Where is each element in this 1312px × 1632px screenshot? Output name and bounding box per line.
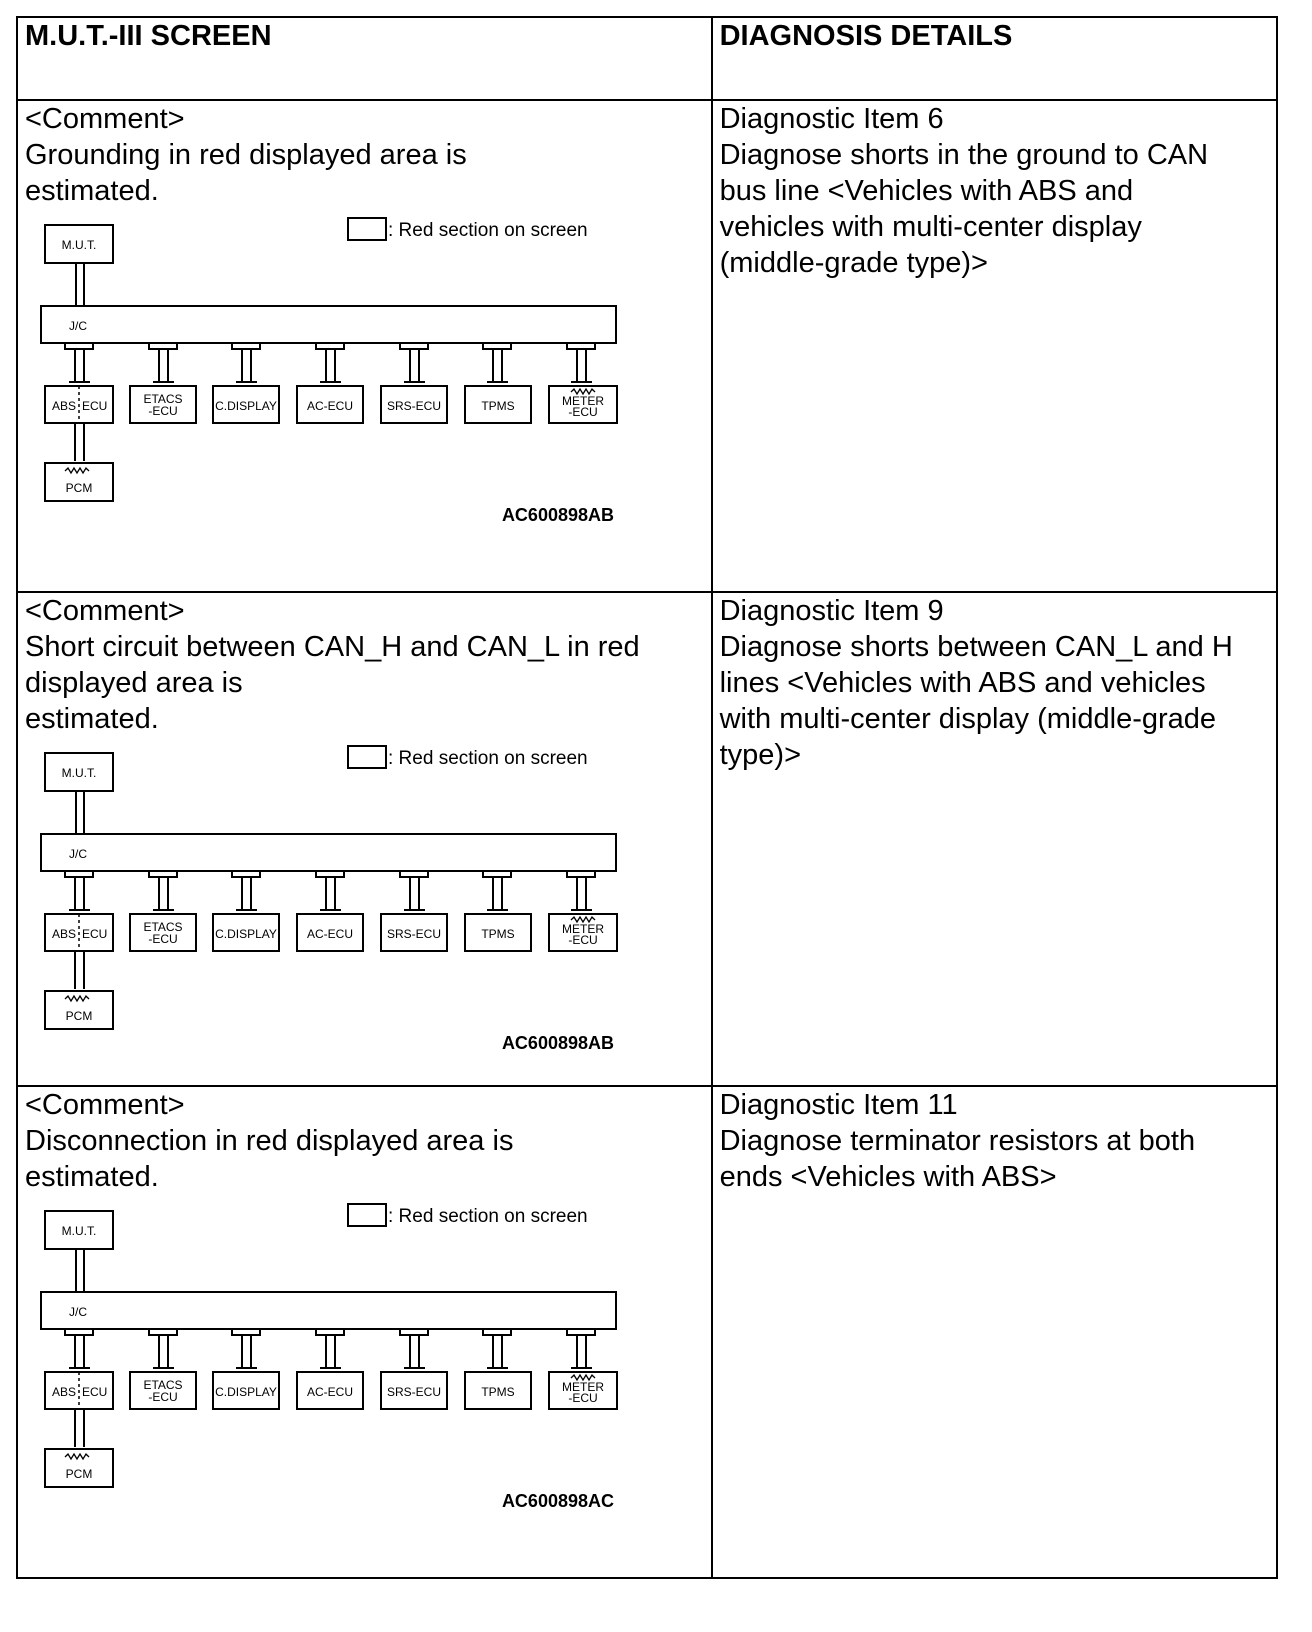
etacs-label-bottom: -ECU: [148, 404, 178, 418]
connector: [400, 343, 428, 382]
connector: [75, 423, 84, 461]
comment-line: Short circuit between CAN_H and CAN_L in red: [25, 631, 640, 663]
abs-label: ABS: [52, 927, 77, 941]
abs-label: ABS: [52, 1385, 77, 1399]
comment-cell: [17, 592, 712, 1086]
diagnostic-item-title: Diagnostic Item 9: [719, 595, 944, 627]
mut-label: M.U.T.: [61, 766, 97, 780]
comment-cell: [17, 1086, 712, 1578]
connector: [567, 1329, 595, 1368]
legend-label: : Red section on screen: [388, 748, 588, 769]
ecu-connectors: [65, 343, 595, 382]
comment-label: <Comment>: [25, 103, 185, 135]
diagnostic-item-title: Diagnostic Item 11: [719, 1089, 958, 1121]
abs-label: ABS: [52, 399, 77, 413]
figure-code: AC600898AB: [501, 1033, 614, 1053]
connector: [232, 343, 260, 382]
connector: [149, 343, 177, 382]
tpms-box: [465, 386, 531, 423]
connector: [316, 871, 344, 910]
connector: [75, 951, 84, 989]
diagnostic-item-line: ends <Vehicles with ABS>: [719, 1161, 1057, 1193]
header-diagnosis-details: DIAGNOSIS DETAILS: [712, 17, 1277, 100]
ecu-connectors: [65, 1329, 595, 1368]
ac-ecu-box: [297, 914, 363, 951]
header-row: [17, 17, 1277, 100]
comment-label: <Comment>: [25, 595, 185, 627]
etacs-label-top: ETACS: [143, 920, 183, 934]
can-bus-diagram: [25, 215, 665, 540]
c-display-box: [213, 386, 279, 423]
diagnostic-item-line: vehicles with multi-center display: [719, 211, 1142, 243]
jc-bar: [41, 306, 616, 343]
connector: [400, 1329, 428, 1368]
comment-label: <Comment>: [25, 1089, 185, 1121]
meter-ecu-box: [549, 386, 617, 423]
meter-label-top: METER: [562, 394, 604, 408]
c-display-label: C.DISPLAY: [215, 399, 277, 413]
jc-label: J/C: [69, 1305, 87, 1319]
meter-label-bottom: -ECU: [568, 405, 598, 419]
connector: [567, 343, 595, 382]
pcm-box: [45, 463, 113, 501]
connector: [65, 343, 93, 382]
mut-label: M.U.T.: [61, 238, 97, 252]
srs-ecu-box: [381, 386, 447, 423]
diagnosis-cell: [712, 100, 1277, 592]
connector: [76, 791, 84, 834]
legend-swatch: [348, 1204, 386, 1226]
table-row: [17, 1086, 1277, 1578]
jc-bar: [41, 834, 616, 871]
figure-code: AC600898AB: [501, 505, 614, 525]
pcm-box: [45, 1449, 113, 1487]
can-bus-diagram: [25, 1201, 665, 1526]
connector: [76, 263, 84, 306]
legend-swatch: [348, 218, 386, 240]
pcm-label: PCM: [65, 481, 93, 495]
abs-ecu-box: [45, 914, 113, 951]
legend-label: : Red section on screen: [388, 1206, 588, 1227]
table-row: [17, 592, 1277, 1086]
diagnostic-item-line: Diagnose terminator resistors at both: [719, 1125, 1196, 1157]
pcm-label: PCM: [65, 1467, 93, 1481]
srs-ecu-label: SRS-ECU: [386, 399, 442, 413]
tpms-label: TPMS: [481, 1385, 515, 1399]
jc-bar: [41, 1292, 616, 1329]
connector: [400, 871, 428, 910]
srs-ecu-box: [381, 1372, 447, 1409]
jc-label: J/C: [69, 847, 87, 861]
connector: [149, 1329, 177, 1368]
c-display-label: C.DISPLAY: [215, 1385, 277, 1399]
diagnosis-cell: [712, 592, 1277, 1086]
meter-label-top: METER: [562, 1380, 604, 1394]
ac-ecu-box: [297, 1372, 363, 1409]
mut-label: M.U.T.: [61, 1224, 97, 1238]
connector: [316, 1329, 344, 1368]
comment-line: displayed area is: [25, 667, 243, 699]
connector: [65, 1329, 93, 1368]
ecu-label: ECU: [82, 1385, 108, 1399]
ac-ecu-label: AC-ECU: [306, 927, 354, 941]
diagnosis-table: [16, 16, 1278, 1579]
comment-line: estimated.: [25, 175, 159, 207]
diagnosis-text: [720, 1087, 1269, 1195]
meter-ecu-box: [549, 914, 617, 951]
legend-label: : Red section on screen: [388, 220, 588, 241]
connector: [75, 1409, 84, 1447]
etacs-label-bottom: -ECU: [148, 1390, 178, 1404]
connector: [65, 871, 93, 910]
diagnosis-text: [720, 593, 1269, 773]
comment-line: Grounding in red displayed area is: [25, 139, 467, 171]
diagnostic-item-line: (middle-grade type)>: [719, 247, 988, 279]
c-display-box: [213, 1372, 279, 1409]
ac-ecu-label: AC-ECU: [306, 1385, 354, 1399]
diagnostic-item-line: type)>: [719, 739, 802, 771]
abs-ecu-box: [45, 1372, 113, 1409]
diagnostic-item-line: Diagnose shorts in the ground to CAN: [719, 139, 1209, 171]
figure-code: AC600898AC: [501, 1491, 614, 1511]
header-mut-screen: M.U.T.-III SCREEN: [17, 17, 712, 100]
diagnostic-item-line: with multi-center display (middle-grade: [719, 703, 1217, 735]
connector: [483, 871, 511, 910]
connector: [483, 1329, 511, 1368]
abs-ecu-box: [45, 386, 113, 423]
comment-text: [25, 101, 704, 209]
tpms-label: TPMS: [481, 399, 515, 413]
comment-text: [25, 593, 704, 737]
meter-label-bottom: -ECU: [568, 933, 598, 947]
comment-line: Disconnection in red displayed area is: [25, 1125, 514, 1157]
tpms-box: [465, 1372, 531, 1409]
connector: [76, 1249, 84, 1292]
diagnostic-item-title: Diagnostic Item 6: [719, 103, 944, 135]
ac-ecu-label: AC-ECU: [306, 399, 354, 413]
comment-line: estimated.: [25, 703, 159, 735]
connector: [149, 871, 177, 910]
ecu-label: ECU: [82, 399, 108, 413]
pcm-label: PCM: [65, 1009, 93, 1023]
connector: [567, 871, 595, 910]
comment-text: [25, 1087, 704, 1195]
meter-label-top: METER: [562, 922, 604, 936]
ecu-connectors: [65, 871, 595, 910]
diagnosis-text: [720, 101, 1269, 281]
jc-label: J/C: [69, 319, 87, 333]
connector: [232, 1329, 260, 1368]
pcm-box: [45, 991, 113, 1029]
ecu-label: ECU: [82, 927, 108, 941]
comment-line: estimated.: [25, 1161, 159, 1193]
comment-cell: [17, 100, 712, 592]
diagnostic-item-line: bus line <Vehicles with ABS and: [719, 175, 1134, 207]
connector: [483, 343, 511, 382]
meter-label-bottom: -ECU: [568, 1391, 598, 1405]
etacs-ecu-box: [130, 1372, 196, 1409]
can-bus-diagram: [25, 743, 665, 1068]
tpms-box: [465, 914, 531, 951]
connector: [232, 871, 260, 910]
srs-ecu-box: [381, 914, 447, 951]
legend-swatch: [348, 746, 386, 768]
srs-ecu-label: SRS-ECU: [386, 927, 442, 941]
c-display-label: C.DISPLAY: [215, 927, 277, 941]
etacs-label-bottom: -ECU: [148, 932, 178, 946]
tpms-label: TPMS: [481, 927, 515, 941]
meter-ecu-box: [549, 1372, 617, 1409]
c-display-box: [213, 914, 279, 951]
diagnostic-item-line: Diagnose shorts between CAN_L and H: [719, 631, 1233, 663]
connector: [316, 343, 344, 382]
etacs-ecu-box: [130, 386, 196, 423]
diagnostic-item-line: lines <Vehicles with ABS and vehicles: [719, 667, 1206, 699]
etacs-ecu-box: [130, 914, 196, 951]
ac-ecu-box: [297, 386, 363, 423]
etacs-label-top: ETACS: [143, 392, 183, 406]
table-row: [17, 100, 1277, 592]
srs-ecu-label: SRS-ECU: [386, 1385, 442, 1399]
etacs-label-top: ETACS: [143, 1378, 183, 1392]
diagnosis-cell: [712, 1086, 1277, 1578]
